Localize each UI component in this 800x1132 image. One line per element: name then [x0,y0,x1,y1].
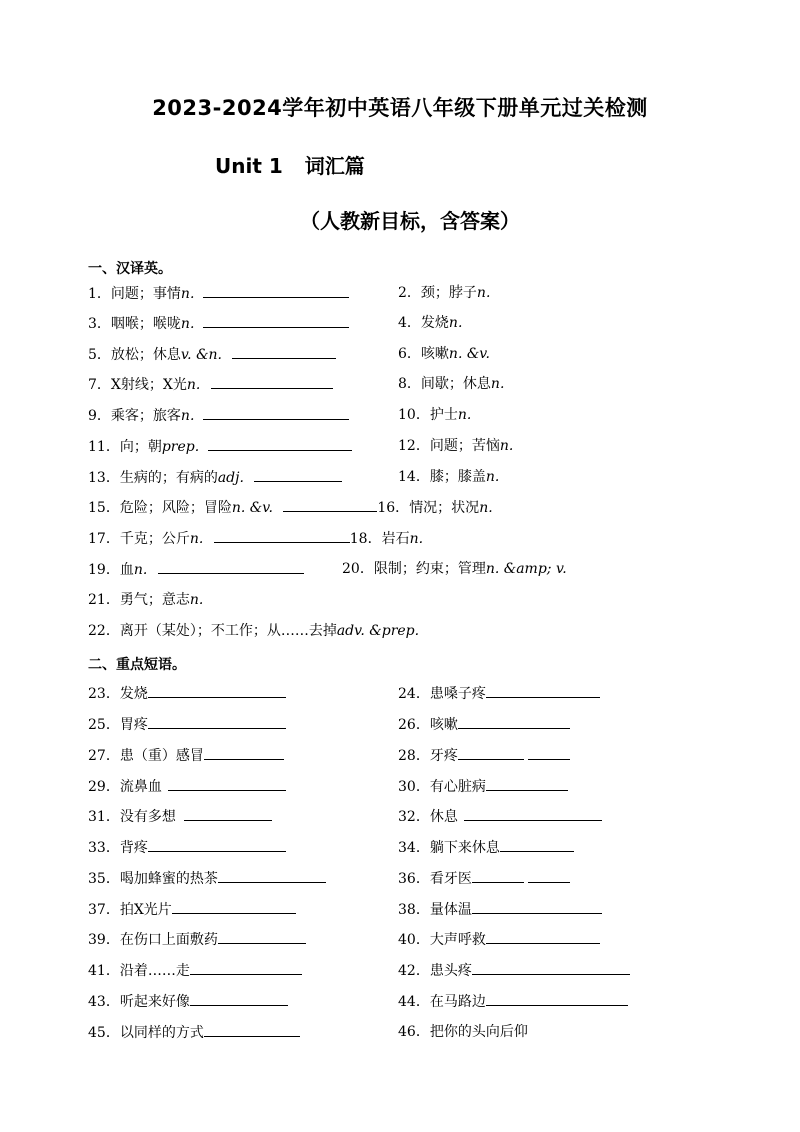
phrase-item [88,745,284,766]
question-number: 43． [88,994,120,1010]
question-number: 3． [88,316,111,332]
question-number: 40． [398,932,430,948]
question-text: 离开（某处）；不工作；从……去掉 [119,623,337,639]
question-item [88,405,349,426]
unit-heading [215,150,387,179]
question-number: 4． [398,315,421,331]
part-of-speech: n. [180,316,195,332]
question-text: 咳嗽 [420,346,449,362]
document-title: 2023-2024学年初中英语八年级下册单元过关检测 [152,96,648,120]
phrase-item [398,929,600,950]
question-number: 19． [88,562,120,578]
part-of-speech: n. [476,285,491,301]
phrase-item [88,868,326,889]
question-number: 35． [88,871,120,887]
question-number: 13． [88,470,120,486]
question-number: 34． [398,840,430,856]
phrase-item [398,776,568,797]
question-text: 危险；风险；冒险 [119,500,232,516]
answer-blank[interactable] [254,467,342,482]
unit-label: Unit 1 [215,154,283,178]
question-number: 46． [398,1024,430,1040]
part-of-speech: n. [448,315,463,331]
question-text: 躺下来休息 [429,840,500,856]
question-number: 23． [88,686,120,702]
part-of-speech: n. [180,408,195,424]
part-of-speech: n. [409,531,424,547]
answer-blank[interactable] [214,528,350,543]
question-number: 18． [349,531,382,547]
answer-blank[interactable] [232,344,336,359]
phrase-item [88,837,286,858]
question-number: 26． [398,717,430,733]
question-number: 9． [88,408,111,424]
question-number: 37． [88,902,120,918]
part-of-speech: n. [479,500,493,516]
question-number: 7． [88,377,111,393]
question-text: 在马路边 [429,994,486,1010]
phrase-item [398,837,574,858]
part-of-speech: n. [133,562,148,578]
question-text: 以同样的方式 [119,1025,204,1041]
question-item [398,405,471,425]
question-item [88,590,203,610]
phrase-item [88,991,288,1012]
question-text: 护士 [429,407,458,423]
question-item [398,374,504,394]
question-text: 背疼 [119,840,148,856]
question-number: 33． [88,840,120,856]
question-text: 患嗓子疼 [429,686,486,702]
question-number: 41． [88,963,120,979]
question-number: 32． [398,809,430,825]
answer-blank[interactable] [190,960,302,975]
question-text: 胃疼 [119,717,148,733]
question-item [88,344,336,365]
question-text: 流鼻血 [119,779,162,795]
question-item [88,374,333,395]
question-text: 膝；膝盖 [429,469,486,485]
answer-blank[interactable] [158,559,304,574]
answer-blank[interactable] [283,497,377,512]
phrase-item [398,1022,528,1042]
answer-blank[interactable] [472,868,524,883]
answer-blank[interactable] [500,837,574,852]
question-text: 患头疼 [429,963,472,979]
question-item [342,559,567,579]
part-of-speech: n. [490,376,505,392]
phrase-item [398,714,570,735]
part-of-speech: n. &v. [448,346,490,362]
question-text: 喝加蜂蜜的热茶 [119,871,218,887]
part-of-speech: n. [186,377,201,393]
question-number: 36． [398,871,430,887]
question-text: 拍X光片 [119,902,172,918]
question-text: 量体温 [429,902,472,918]
question-text: 咳嗽 [429,717,458,733]
answer-blank[interactable] [211,374,333,389]
question-text: 发烧 [420,315,449,331]
question-text: 问题；事情 [110,286,181,302]
question-number: 22． [88,623,120,639]
answer-blank[interactable] [190,991,288,1006]
answer-blank[interactable] [486,991,628,1006]
part-of-speech: v. &n. [180,347,222,363]
answer-blank[interactable] [218,868,326,883]
answer-blank[interactable] [184,806,272,821]
phrase-item [398,899,602,920]
question-item [88,559,304,580]
question-number: 38． [398,902,430,918]
answer-blank[interactable] [203,405,349,420]
question-text: X射线；X光 [110,377,187,393]
phrase-item [88,929,306,950]
answer-blank[interactable] [208,436,352,451]
question-text: 有心脏病 [429,779,486,795]
answer-blank[interactable] [204,1022,300,1037]
question-text: 在伤口上面敷药 [119,932,218,948]
answer-blank[interactable] [203,313,349,328]
question-text: 把你的头向后仰 [429,1024,528,1040]
question-item [398,313,462,333]
question-number: 27． [88,748,120,764]
question-text: 咽喉；喉咙 [110,316,181,332]
question-item [88,621,419,641]
question-number: 42． [398,963,430,979]
answer-blank[interactable] [218,929,306,944]
phrase-item [88,776,286,797]
question-text: 牙疼 [429,748,458,764]
question-number: 1． [88,286,111,302]
question-number: 2． [398,285,421,301]
answer-blank[interactable] [486,683,600,698]
answer-blank[interactable] [472,960,630,975]
question-text: 限制；约束；管理 [373,561,486,577]
section-heading-translation: 一、汉译英。 [88,261,172,277]
answer-blank[interactable] [528,745,570,760]
answer-blank[interactable] [486,929,600,944]
question-number: 5． [88,347,111,363]
question-number: 21． [88,592,120,608]
answer-blank[interactable] [458,714,570,729]
phrase-item [398,806,602,827]
question-number: 14． [398,469,430,485]
answer-blank[interactable] [458,745,524,760]
phrase-item [88,1022,300,1043]
question-text: 千克；公斤 [119,531,190,547]
question-number: 25． [88,717,120,733]
phrase-item [88,899,296,920]
question-text: 生病的；有病的 [119,470,218,486]
question-number: 8． [398,376,421,392]
question-number: 15． [88,500,120,516]
question-text: 休息 [429,809,458,825]
question-number: 10． [398,407,430,423]
question-number: 30． [398,779,430,795]
part-of-speech: n. [189,531,204,547]
question-item [398,344,490,364]
question-item [398,283,490,303]
question-item [88,467,342,488]
question-text: 问题；苦恼 [429,438,500,454]
answer-blank[interactable] [172,899,296,914]
answer-blank[interactable] [168,776,286,791]
question-item [88,528,423,549]
question-text: 血 [119,562,134,578]
question-item [88,436,352,457]
question-number: 24． [398,686,430,702]
question-text: 大声呼救 [429,932,486,948]
answer-blank[interactable] [148,683,286,698]
phrase-item [398,960,630,981]
phrase-item [88,683,286,704]
section-heading-phrases: 二、重点短语。 [88,657,186,673]
part-of-speech: prep. [161,439,200,455]
question-text: 看牙医 [429,871,472,887]
answer-blank[interactable] [204,745,284,760]
question-item [398,467,499,487]
answer-blank[interactable] [464,806,602,821]
part-of-speech: adj. [217,470,244,486]
question-text: 勇气；意志 [119,592,190,608]
question-text: 听起来好像 [119,994,190,1010]
part-of-speech: n. [180,286,195,302]
question-number: 17． [88,531,120,547]
question-text: 间歇；休息 [420,376,491,392]
part-of-speech: n. [457,407,472,423]
question-text: 沿着……走 [119,963,190,979]
question-text: 情况；状况 [409,500,480,516]
part-of-speech: n. [485,469,500,485]
part-of-speech: n. [499,438,514,454]
question-item [88,497,493,518]
answer-blank[interactable] [528,868,570,883]
question-number: 12． [398,438,430,454]
question-number: 11． [88,439,120,455]
question-number: 16． [377,500,410,516]
document-subtitle: （人教新目标，含答案） [300,209,520,233]
phrase-item [88,806,272,827]
question-number: 44． [398,994,430,1010]
phrase-item [398,683,600,704]
part-of-speech: n. [189,592,204,608]
answer-blank[interactable] [148,714,286,729]
answer-blank[interactable] [148,837,286,852]
question-number: 29． [88,779,120,795]
question-number: 31． [88,809,120,825]
phrase-item [398,991,628,1012]
question-text: 发烧 [119,686,148,702]
question-text: 乘客；旅客 [110,408,181,424]
phrase-item [398,868,570,889]
question-number: 45． [88,1025,120,1041]
question-text: 岩石 [381,531,410,547]
answer-blank[interactable] [203,283,349,298]
question-number: 6． [398,346,421,362]
question-item [398,436,513,456]
question-item [88,313,349,334]
phrase-item [88,714,286,735]
phrase-item [88,960,302,981]
question-number: 39． [88,932,120,948]
part-of-speech: n. &v. [231,500,273,516]
question-text: 没有多想 [119,809,176,825]
question-text: 颈；脖子 [420,285,477,301]
question-text: 向；朝 [119,439,162,455]
question-number: 28． [398,748,430,764]
part-of-speech: n. &amp; v. [485,561,567,577]
answer-blank[interactable] [472,899,602,914]
unit-topic: 词汇篇 [304,154,365,178]
question-number: 20． [342,561,374,577]
question-item [88,283,349,304]
part-of-speech: adv. &prep. [336,623,420,639]
question-text: 放松；休息 [110,347,181,363]
answer-blank[interactable] [486,776,568,791]
phrase-item [398,745,570,766]
question-text: 患（重）感冒 [119,748,204,764]
